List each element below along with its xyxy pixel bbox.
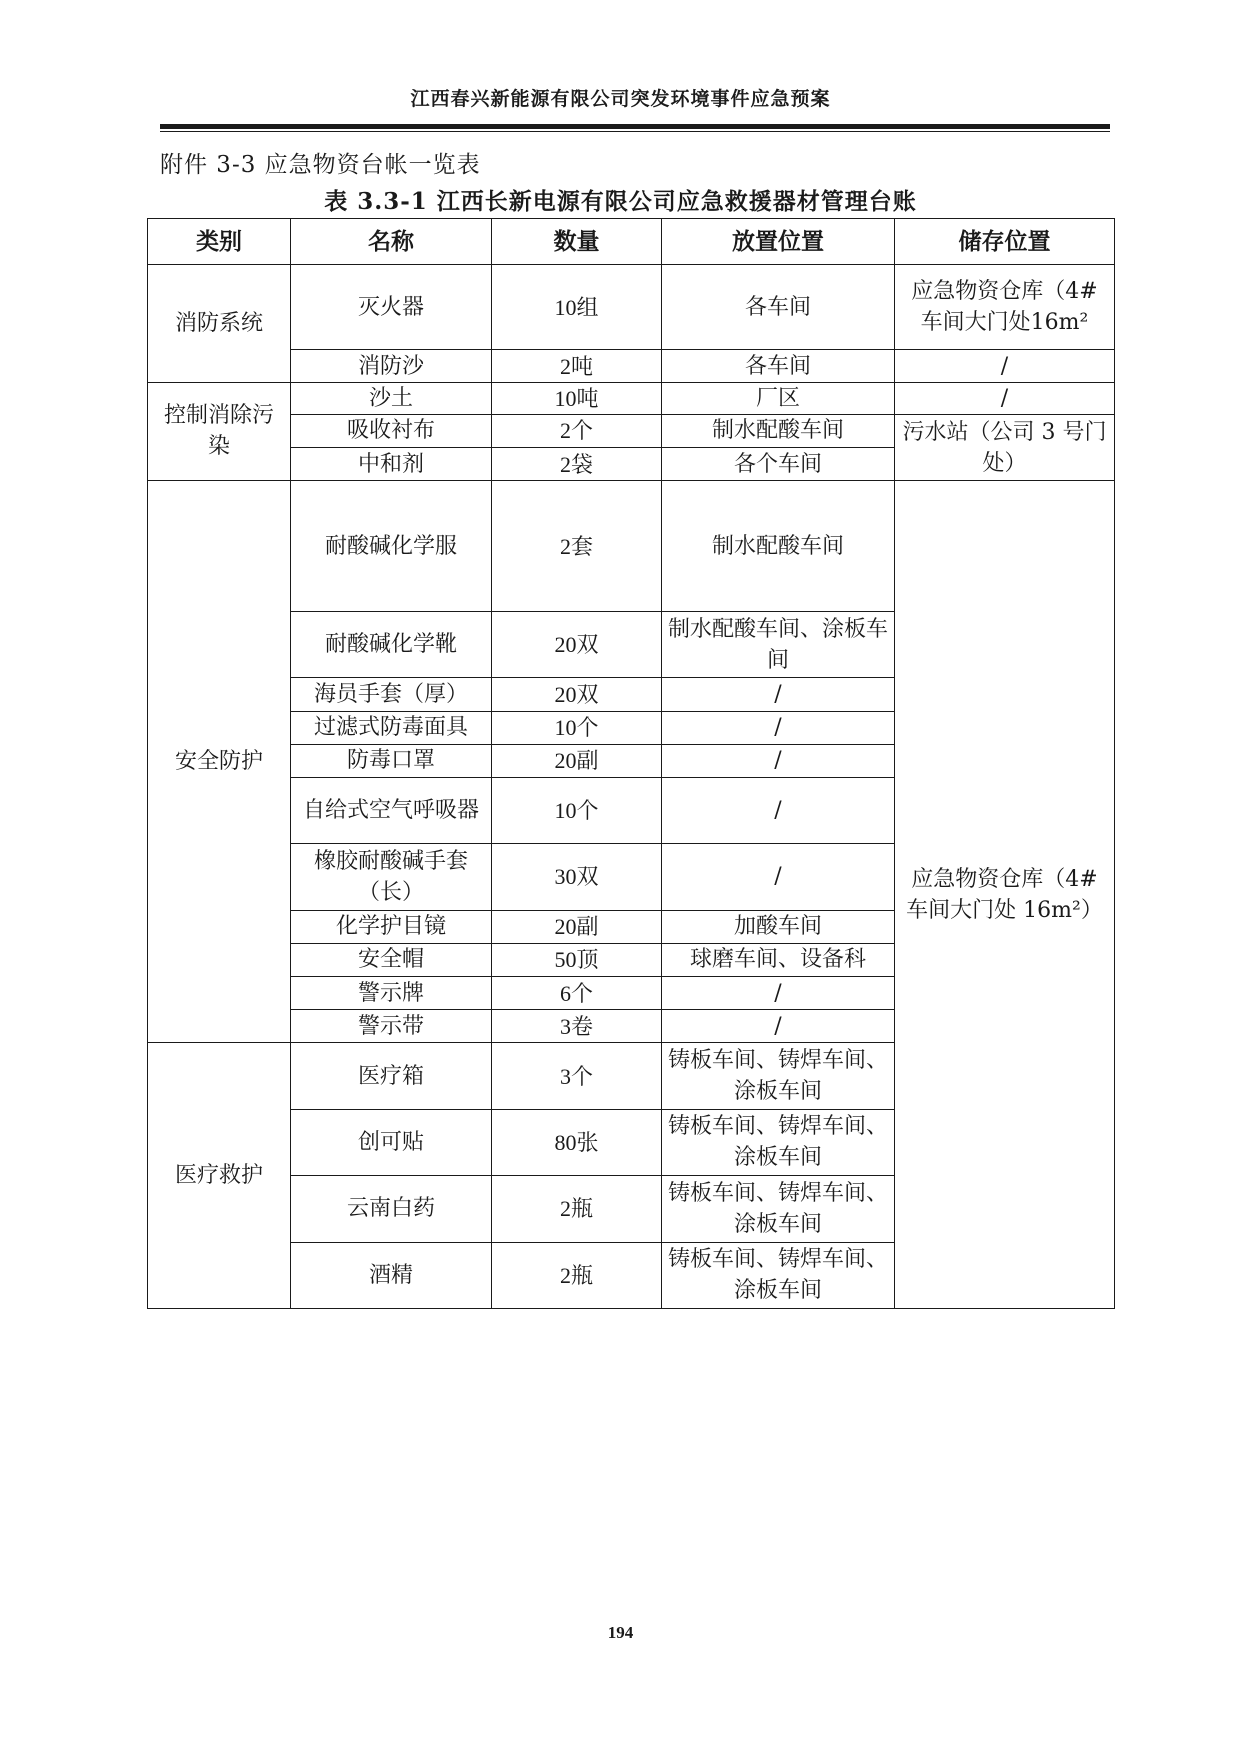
item-location: / (662, 678, 895, 711)
item-location: 铸板车间、铸焊车间、涂板车间 (662, 1043, 895, 1109)
item-name: 过滤式防毒面具 (291, 711, 492, 744)
item-storage: / (895, 350, 1115, 382)
item-quantity: 10个 (492, 711, 662, 744)
item-location: 制水配酸车间 (662, 414, 895, 447)
item-name: 防毒口罩 (291, 744, 492, 777)
item-name: 酒精 (291, 1242, 492, 1308)
item-quantity: 2个 (492, 414, 662, 447)
item-quantity: 80张 (492, 1109, 662, 1175)
item-quantity: 10个 (492, 777, 662, 843)
item-quantity: 3个 (492, 1043, 662, 1109)
item-name: 耐酸碱化学服 (291, 481, 492, 612)
item-quantity: 20副 (492, 910, 662, 943)
item-location: 各车间 (662, 265, 895, 350)
item-name: 警示牌 (291, 977, 492, 1010)
item-location: / (662, 1010, 895, 1043)
table-row (148, 350, 1115, 382)
item-location: / (662, 777, 895, 843)
attachment-title: 附件 3-3 应急物资台帐一览表 (160, 152, 481, 178)
item-name: 消防沙 (291, 350, 492, 382)
item-location: / (662, 977, 895, 1010)
table-header-row (148, 219, 1115, 265)
table-row (148, 265, 1115, 350)
item-location: 制水配酸车间 (662, 481, 895, 612)
header-divider (160, 124, 1110, 129)
item-location: / (662, 744, 895, 777)
item-location: / (662, 711, 895, 744)
item-quantity: 30双 (492, 844, 662, 910)
table-row (148, 414, 1115, 447)
item-name: 化学护目镜 (291, 910, 492, 943)
header-divider-thin (160, 131, 1110, 132)
item-name: 橡胶耐酸碱手套（长） (291, 844, 492, 910)
category-cell: 消防系统 (148, 265, 291, 383)
item-name: 海员手套（厚） (291, 678, 492, 711)
item-location: / (662, 844, 895, 910)
item-location: 铸板车间、铸焊车间、涂板车间 (662, 1176, 895, 1242)
item-location: 制水配酸车间、涂板车间 (662, 611, 895, 677)
item-storage: 污水站（公司 3 号门处） (895, 414, 1115, 480)
item-quantity: 20双 (492, 678, 662, 711)
item-name: 灭火器 (291, 265, 492, 350)
category-cell: 医疗救护 (148, 1043, 291, 1309)
item-quantity: 3卷 (492, 1010, 662, 1043)
item-name: 安全帽 (291, 943, 492, 976)
category-cell: 安全防护 (148, 481, 291, 1043)
item-location: 各车间 (662, 350, 895, 382)
page-number: 194 (607, 1623, 634, 1642)
category-cell: 控制消除污染 (148, 382, 291, 481)
emergency-equipment-table (147, 218, 1115, 1309)
item-quantity: 2吨 (492, 350, 662, 382)
table-row (148, 382, 1115, 414)
item-location: 各个车间 (662, 448, 895, 481)
item-name: 医疗箱 (291, 1043, 492, 1109)
item-location: 厂区 (662, 382, 895, 414)
item-name: 耐酸碱化学靴 (291, 611, 492, 677)
item-quantity: 2瓶 (492, 1242, 662, 1308)
item-quantity: 2袋 (492, 448, 662, 481)
document-header: 江西春兴新能源有限公司突发环境事件应急预案 (410, 88, 831, 110)
item-storage: 应急物资仓库（4#车间大门处16m² (895, 265, 1115, 350)
item-name: 创可贴 (291, 1109, 492, 1175)
item-quantity: 20双 (492, 611, 662, 677)
item-storage: / (895, 382, 1115, 414)
item-name: 自给式空气呼吸器 (291, 777, 492, 843)
column-header-quantity: 数量 (492, 219, 662, 265)
item-quantity: 20副 (492, 744, 662, 777)
column-header-storage: 储存位置 (895, 219, 1115, 265)
item-quantity: 2瓶 (492, 1176, 662, 1242)
item-name: 警示带 (291, 1010, 492, 1043)
item-quantity: 10吨 (492, 382, 662, 414)
column-header-location: 放置位置 (662, 219, 895, 265)
item-location: 球磨车间、设备科 (662, 943, 895, 976)
item-location: 加酸车间 (662, 910, 895, 943)
item-location: 铸板车间、铸焊车间、涂板车间 (662, 1109, 895, 1175)
column-header-name: 名称 (291, 219, 492, 265)
item-quantity: 10组 (492, 265, 662, 350)
item-storage: 应急物资仓库（4#车间大门处 16m²） (895, 481, 1115, 1309)
item-name: 吸收衬布 (291, 414, 492, 447)
table-row (148, 481, 1115, 612)
column-header-category: 类别 (148, 219, 291, 265)
item-location: 铸板车间、铸焊车间、涂板车间 (662, 1242, 895, 1308)
item-name: 中和剂 (291, 448, 492, 481)
item-quantity: 50顶 (492, 943, 662, 976)
table-caption: 表 3.3-1 江西长新电源有限公司应急救援器材管理台账 (324, 188, 917, 215)
item-quantity: 6个 (492, 977, 662, 1010)
item-name: 云南白药 (291, 1176, 492, 1242)
item-name: 沙土 (291, 382, 492, 414)
item-quantity: 2套 (492, 481, 662, 612)
